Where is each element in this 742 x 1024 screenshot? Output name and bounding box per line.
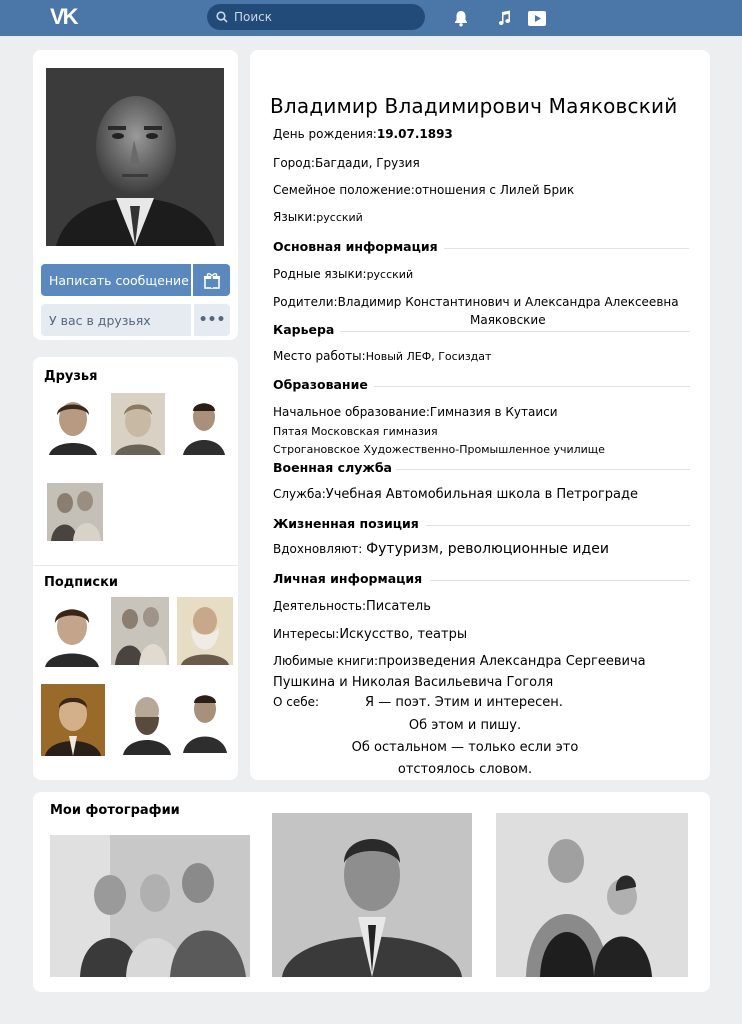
bell-icon[interactable]	[451, 8, 471, 28]
school-label: Начальное образование:	[273, 405, 430, 419]
city-row	[273, 156, 420, 170]
parents-label: Родители:	[273, 295, 338, 309]
photo-thumbnail[interactable]	[496, 813, 688, 977]
subscription-avatar[interactable]	[119, 685, 175, 755]
section-line	[444, 248, 689, 249]
photo-thumbnail[interactable]	[50, 835, 250, 977]
relationship-value[interactable]: отношения с Лилей Брик	[414, 183, 575, 197]
interests-value: Искусство, театры	[339, 627, 468, 642]
friend-avatar[interactable]	[45, 393, 101, 455]
work-row	[273, 349, 491, 363]
search-icon	[216, 11, 228, 23]
section-position-title: Жизненная позиция	[273, 516, 419, 531]
work-value[interactable]: Новый ЛЕФ, Госиздат	[365, 350, 492, 363]
photos-card	[33, 792, 710, 992]
work-label: Место работы:	[273, 349, 366, 363]
relationship-label: Семейное положение:	[273, 183, 415, 197]
inspire-row	[273, 541, 609, 557]
school-row	[273, 405, 558, 419]
birthday-value: 19.07.1893	[376, 127, 453, 141]
section-military-title: Военная служба	[273, 460, 392, 475]
books-value: произведения Александра Сергеевича	[378, 654, 646, 669]
search-input[interactable]	[234, 10, 414, 24]
in-friends-button[interactable]: У вас в друзьях	[41, 304, 191, 336]
activity-value: Писатель	[365, 599, 431, 614]
native-languages-row	[273, 267, 413, 281]
school-2[interactable]: Пятая Московская гимназия	[273, 425, 438, 438]
section-divider	[33, 565, 238, 566]
gift-icon	[203, 271, 221, 289]
school-3[interactable]: Строгановское Художественно-Промышленное училище	[273, 443, 605, 456]
activity-row	[273, 599, 431, 614]
photos-title: Мои фотографии	[50, 803, 180, 818]
languages-label: Языки:	[273, 210, 317, 224]
more-button[interactable]: •••	[194, 304, 230, 336]
about-line-2: Об этом и пишу.	[408, 718, 522, 733]
vk-logo[interactable]: VK	[50, 4, 77, 29]
languages-row	[273, 210, 363, 224]
books-row	[273, 654, 646, 669]
section-line	[430, 580, 690, 581]
activity-label: Деятельность:	[273, 599, 366, 613]
inspire-label: Вдохновляют:	[273, 542, 363, 556]
service-label: Служба:	[273, 487, 326, 501]
info-card	[250, 50, 710, 780]
inspire-value: Футуризм, революционные идеи	[366, 541, 609, 557]
section-line	[426, 525, 690, 526]
about-label: О себе:	[273, 695, 320, 709]
native-languages-value: русский	[366, 268, 414, 281]
section-line	[374, 386, 690, 387]
service-row	[273, 487, 638, 502]
relationship-row	[273, 183, 574, 197]
about-line-1: Я — поэт. Этим и интересен.	[365, 695, 563, 710]
search-box[interactable]	[207, 4, 425, 30]
subscription-avatar[interactable]	[41, 684, 105, 756]
parents-row	[273, 295, 679, 309]
friend-avatar[interactable]	[179, 393, 229, 455]
avatar-card	[33, 50, 238, 340]
friend-avatar[interactable]	[47, 483, 103, 541]
top-bar	[0, 0, 742, 36]
video-icon[interactable]	[526, 8, 548, 28]
photo-thumbnail[interactable]	[272, 813, 472, 977]
city-value[interactable]: Багдади, Грузия	[314, 156, 420, 170]
interests-row	[273, 627, 467, 642]
books-value-line2: Пушкина и Николая Васильевича Гоголя	[273, 675, 554, 690]
birthday-row	[273, 127, 453, 141]
profile-photo[interactable]	[46, 68, 224, 246]
profile-name: Владимир Владимирович Маяковский	[270, 94, 678, 118]
gift-button[interactable]	[193, 264, 230, 296]
subscriptions-title: Подписки	[44, 575, 119, 590]
section-main-title: Основная информация	[273, 239, 438, 254]
section-education-title: Образование	[273, 377, 368, 392]
friends-card	[33, 357, 238, 780]
interests-label: Интересы:	[273, 627, 340, 641]
languages-value: русский	[316, 211, 363, 224]
send-message-button[interactable]: Написать сообщение	[41, 264, 191, 296]
parents-value: Владимир Константинович и Александра Алексеевна	[337, 295, 679, 309]
city-label: Город:	[273, 156, 315, 170]
friend-avatar[interactable]	[111, 393, 165, 455]
subscription-avatar[interactable]	[111, 597, 169, 665]
music-icon[interactable]	[494, 8, 514, 28]
service-value[interactable]: Учебная Автомобильная школа в Петрограде	[325, 487, 638, 502]
friends-title: Друзья	[44, 369, 98, 384]
subscription-avatar[interactable]	[41, 597, 103, 667]
section-line	[396, 469, 690, 470]
native-languages-label: Родные языки:	[273, 267, 367, 281]
subscription-avatar[interactable]	[177, 597, 233, 665]
section-career-title: Карьера	[273, 322, 335, 337]
section-line	[340, 331, 690, 332]
parents-value-line2: Маяковские	[470, 313, 546, 327]
subscription-avatar[interactable]	[179, 685, 231, 753]
section-personal-title: Личная информация	[273, 571, 423, 586]
about-line-3: Об остальном — только если это	[351, 740, 579, 755]
birthday-label: День рождения:	[273, 127, 377, 141]
about-line-4: отстоялось словом.	[397, 762, 533, 777]
books-label: Любимые книги:	[273, 654, 379, 668]
school-value[interactable]: Гимназия в Кутаиси	[429, 405, 558, 419]
